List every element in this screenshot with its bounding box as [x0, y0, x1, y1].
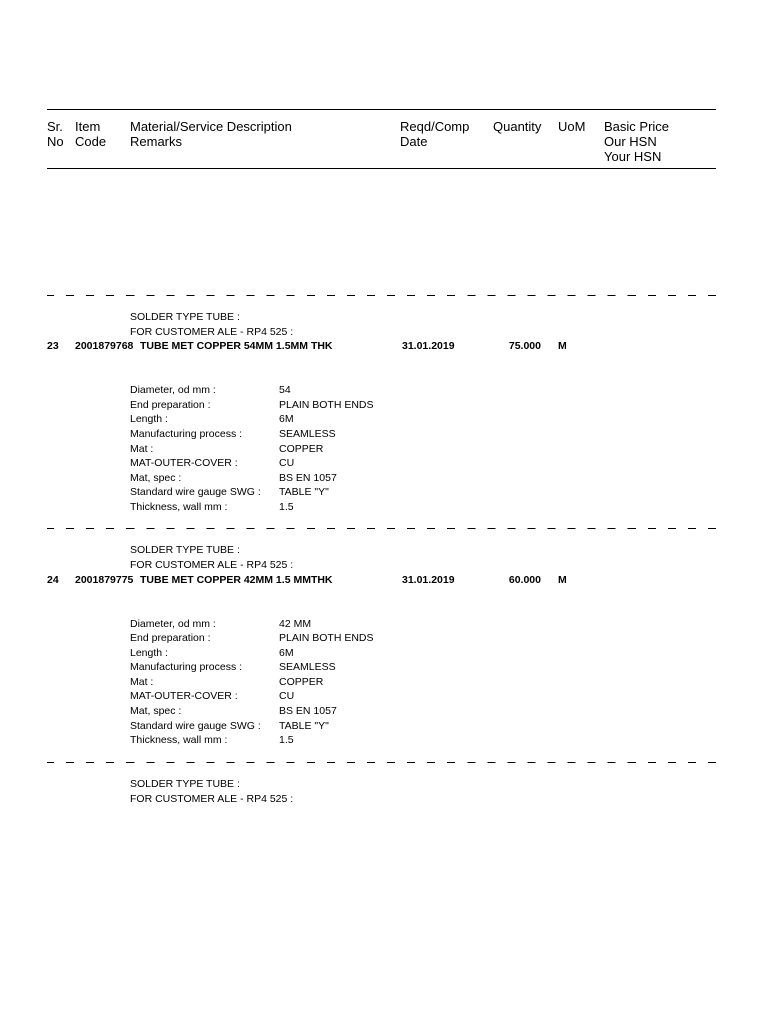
header-bottom-rule [47, 168, 716, 169]
spec-label: End preparation : [130, 632, 211, 644]
header-sr-line-2: No [47, 134, 64, 149]
item-remark: FOR CUSTOMER ALE - RP4 525 : [130, 326, 294, 338]
header-date-line-2: Date [400, 134, 428, 149]
spec-label: Mat, spec : [130, 705, 182, 717]
header-price [604, 119, 669, 164]
header-quantity: Quantity [493, 119, 542, 134]
spec-value: COPPER [279, 676, 324, 688]
item-description: TUBE MET COPPER 42MM 1.5 MMTHK [140, 574, 333, 586]
spec-label: Mat : [130, 676, 154, 688]
item-code: 2001879775 [75, 574, 134, 586]
spec-value: 6M [279, 413, 294, 425]
spec-value: PLAIN BOTH ENDS [279, 632, 374, 644]
spec-label: Diameter, od mm : [130, 618, 216, 630]
header-price-line-1: Basic Price [604, 119, 670, 134]
spec-label: MAT-OUTER-COVER : [130, 690, 238, 702]
spec-label: MAT-OUTER-COVER : [130, 457, 238, 469]
header-price-line-2: Our HSN [604, 134, 657, 149]
spec-value: 1.5 [279, 734, 294, 746]
spec-label: Length : [130, 413, 168, 425]
row-separator [47, 528, 716, 529]
spec-label: Length : [130, 647, 168, 659]
item-quantity: 75.000 [508, 340, 541, 352]
spec-label: Thickness, wall mm : [130, 734, 228, 746]
item-remark: SOLDER TYPE TUBE : [130, 311, 240, 323]
spec-value: 6M [279, 647, 294, 659]
spec-label: Manufacturing process : [130, 661, 243, 673]
item-code: 2001879768 [75, 340, 134, 352]
spec-label: Mat, spec : [130, 472, 182, 484]
header-uom: UoM [558, 119, 586, 134]
spec-value: BS EN 1057 [279, 705, 337, 717]
spec-value: COPPER [279, 443, 324, 455]
spec-label: Manufacturing process : [130, 428, 243, 440]
spec-value: 42 MM [279, 618, 312, 630]
header-top-rule [47, 109, 716, 110]
spec-label: Mat : [130, 443, 154, 455]
row-separator [47, 762, 716, 763]
item-uom: M [558, 574, 567, 586]
header-item-code [75, 119, 106, 149]
item-remark: SOLDER TYPE TUBE : [130, 544, 240, 556]
header-date-line-1: Reqd/Comp [400, 119, 470, 134]
spec-value: 54 [279, 384, 291, 396]
header-desc-line-1: Material/Service Description [130, 119, 292, 134]
spec-value: SEAMLESS [279, 428, 336, 440]
spec-label: Standard wire gauge SWG : [130, 720, 261, 732]
item-remark: FOR CUSTOMER ALE - RP4 525 : [130, 793, 294, 805]
header-sr-line-1: Sr. [47, 119, 63, 134]
item-sr-no: 24 [47, 574, 59, 586]
spec-label: Thickness, wall mm : [130, 501, 228, 513]
header-description [130, 119, 292, 149]
item-date: 31.01.2019 [402, 340, 455, 352]
header-price-line-3: Your HSN [604, 149, 662, 164]
item-remark: FOR CUSTOMER ALE - RP4 525 : [130, 559, 294, 571]
spec-label: Diameter, od mm : [130, 384, 216, 396]
header-item-line-1: Item [75, 119, 101, 134]
header-item-line-2: Code [75, 134, 107, 149]
spec-value: SEAMLESS [279, 661, 336, 673]
item-remark: SOLDER TYPE TUBE : [130, 778, 240, 790]
header-desc-line-2: Remarks [130, 134, 183, 149]
header-date [400, 119, 469, 149]
spec-value: 1.5 [279, 501, 294, 513]
spec-value: TABLE "Y" [279, 486, 329, 498]
spec-value: PLAIN BOTH ENDS [279, 399, 374, 411]
spec-value: CU [279, 457, 295, 469]
spec-value: TABLE "Y" [279, 720, 329, 732]
spec-value: BS EN 1057 [279, 472, 337, 484]
header-sr-no [47, 119, 64, 149]
spec-label: End preparation : [130, 399, 211, 411]
spec-label: Standard wire gauge SWG : [130, 486, 261, 498]
item-date: 31.01.2019 [402, 574, 455, 586]
item-uom: M [558, 340, 567, 352]
item-quantity: 60.000 [508, 574, 541, 586]
item-description: TUBE MET COPPER 54MM 1.5MM THK [140, 340, 333, 352]
item-sr-no: 23 [47, 340, 59, 352]
row-separator [47, 295, 716, 296]
spec-value: CU [279, 690, 295, 702]
